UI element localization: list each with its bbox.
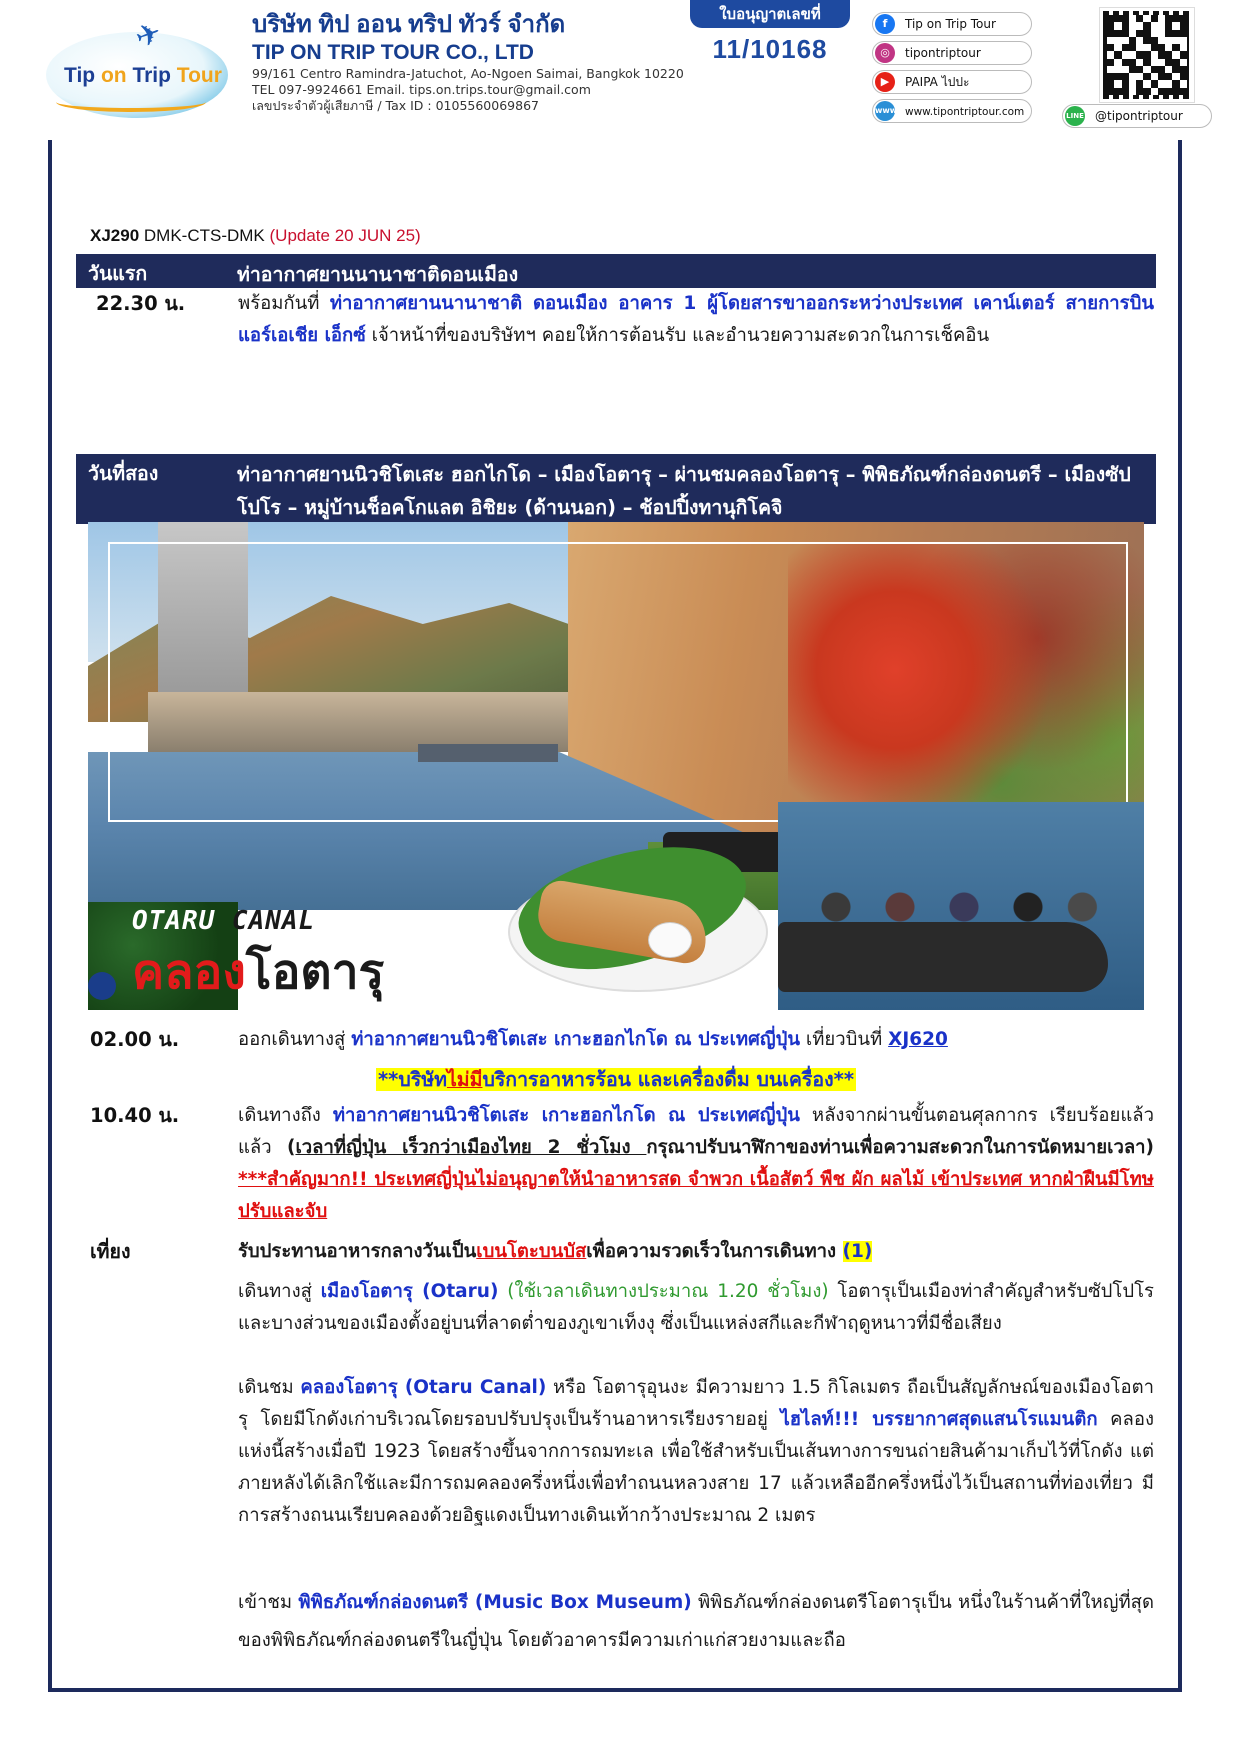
youtube-icon: ▶ (875, 72, 895, 92)
otaru-canal-photo (88, 522, 1144, 1010)
flight-update: (Update 20 JUN 25) (269, 226, 421, 245)
photo-frame-line (108, 542, 1128, 822)
photo-brand-mark (88, 972, 116, 1000)
otaru-text: เดินทางสู่ เมืองโอตารุ (Otaru) (ใช้เวลาเดินทางประมาณ 1.20 ชั่วโมง) โอตารุเป็นเมืองท่าสำคัญสำหรับซัปโปโร และบางส่วนของเมืองตั้งอยู่บนที่ลาดต่ำของภูเขาเท็งงุ ซึ่งเป็นแหล่งสกีและกีฬาฤดูหนาวที่มีชื่อเสียง (238, 1281, 1154, 1334)
facebook-icon: f (875, 14, 895, 34)
airplane-icon: ✈ (130, 14, 167, 57)
photo-canal-boat (778, 802, 1144, 1010)
otaru-row (76, 1276, 1166, 1376)
company-info (252, 10, 712, 114)
arrival-text: เดินทางถึง ท่าอากาศยานนิวชิโตเสะ เกาะฮอกไกโด ณ ประเทศญี่ปุ่น หลังจากผ่านขั้นตอนศุลกากร เรียบร้อยแล้ว แล้ว (เวลาที่ญี่ปุ่น เร็วกว่าเมืองไทย 2 ชั่วโมง กรุณาปรับนาฬิกาของท่านเพื่อความสะดวกในการนัดหมายเวลา) ***สำคัญมาก!! ประเทศญี่ปุ่นไม่อนุญาตให้นำอาหารสด จำพวก เนื้อสัตว์ พืช ผัก ผลไม้ เข้าประเทศ หากฝ่าฝืนมีโทษปรับและจับ (238, 1105, 1155, 1222)
day1-label: วันแรก (88, 262, 148, 285)
qr-code-pattern (1107, 15, 1187, 95)
social-website[interactable] (872, 99, 1032, 123)
canal-text: เดินชม คลองโอตารุ (Otaru Canal) หรือ โอตารุอุนงะ มีความยาว 1.5 กิโลเมตร ถือเป็นสัญลักษณ์ของเมืองโอตารุ โดยมีโกดังเก่าบริเวณโดยรอบปรับปรุงเป็นร้านอาหารเรียงรายอยู่ ไฮไลท์!!! บรรยากาศสุดแสนโรแมนติก คลองแห่งนี้สร้างเมื่อปี 1923 โดยสร้างขึ้นจากการถมทะเล เพื่อใช้สำหรับเป็นเส้นทางการขนถ่ายสินค้ามาเก็บไว้ที่โกดัง แต่ภายหลังได้เลิกใช้และมีการถมคลองครึ่งหนึ่งเพื่อทำถนนหลวงสาย 17 แล้วเหลืออีกครึ่งหนึ่งไว้เป็นสถานที่ท่องเที่ยว มีการสร้างถนนเรียบคลองด้วยอิฐแดงเป็นทางเดินเท้ากว้างประมาณ 2 เมตร (238, 1377, 1154, 1526)
photo-grilled-fish (498, 852, 778, 1002)
flight-number-link[interactable]: XJ620 (888, 1029, 948, 1050)
departure-text: ออกเดินทางสู่ ท่าอากาศยานนิวชิโตเสะ เกาะฮอกไกโด ณ ประเทศญี่ปุ่น เที่ยวบินที่ XJ620 (238, 1029, 948, 1050)
day1-item (76, 288, 1166, 388)
flight-code: XJ290 (90, 226, 140, 245)
social-line-label: @tipontriptour (1095, 109, 1183, 123)
website-icon: www (875, 101, 895, 121)
social-instagram-label: tipontriptour (905, 46, 981, 60)
departure-time: 02.00 น. (90, 1028, 180, 1051)
logo-swoosh (56, 92, 206, 112)
company-name-th: บริษัท ทิป ออน ทริป ทัวร์ จำกัด (252, 11, 566, 38)
departure-row (76, 1024, 1166, 1058)
no-meal-notice: **บริษัทไม่มีบริการอาหารร้อน และเครื่องดื่ม บนเครื่อง** (377, 1068, 855, 1091)
flight-route: DMK-CTS-DMK (139, 226, 270, 245)
otaru-canal-title-en: OTARU CANAL (132, 906, 316, 936)
lunch-row (76, 1236, 1166, 1270)
day1-item-time: 22.30 น. (96, 292, 186, 315)
museum-row (76, 1584, 1166, 1664)
day1-item-text: พร้อมกันที่ ท่าอากาศยานนานาชาติ ดอนเมือง อาคาร 1 ผู้โดยสารขาออกระหว่างประเทศ เคาน์เตอร์ สายการบินแอร์เอเชีย เอ็กซ์ เจ้าหน้าที่ของบริษัทฯ คอยให้การต้อนรับ และอำนวยความสะดวกในการเช็คอิน (238, 293, 1154, 346)
social-facebook[interactable] (872, 12, 1032, 36)
social-facebook-label: Tip on Trip Tour (905, 17, 996, 31)
social-links (872, 12, 1032, 128)
instagram-icon: ◎ (875, 43, 895, 63)
license-number: 11/10168 (712, 34, 828, 64)
line-icon: LINE (1065, 106, 1085, 126)
license-label: ใบอนุญาตเลขที่ (690, 0, 850, 28)
company-name-en: TIP ON TRIP TOUR CO., LTD (252, 41, 534, 64)
day2-header (76, 454, 1156, 524)
canal-row (76, 1372, 1166, 1568)
social-instagram[interactable] (872, 41, 1032, 65)
otaru-canal-title-th: คลองโอตารุ (132, 944, 385, 1000)
qr-code (1100, 8, 1194, 102)
social-website-label: www.tipontriptour.com (905, 106, 1025, 118)
day2-title: ท่าอากาศยานนิวชิโตเสะ ฮอกไกโด – เมืองโอตารุ – ผ่านชมคลองโอตารุ – พิพิธภัณฑ์กล่องดนตรี – เมืองซัปโปโร – หมู่บ้านช็อคโกแลต อิชิยะ (ด้านนอก) – ช้อปปิ้งทานุกิโคจิ (237, 463, 1131, 519)
company-address: 99/161 Centro Ramindra-Jatuchot, Ao-Ngoen Saimai, Bangkok 10220 (252, 66, 684, 81)
letterhead (0, 0, 1241, 140)
social-youtube[interactable] (872, 70, 1032, 94)
photo-radish (648, 922, 692, 958)
license-badge (690, 0, 850, 64)
lunch-text: รับประทานอาหารกลางวันเป็นเบนโตะบนบัสเพื่อความรวดเร็วในการเดินทาง (1) (238, 1241, 873, 1262)
company-tax-id: เลขประจำตัวผู้เสียภาษี / Tax ID : 0105560069867 (252, 98, 539, 113)
museum-text: เข้าชม พิพิธภัณฑ์กล่องดนตรี (Music Box Museum) พิพิธภัณฑ์กล่องดนตรีโอตารุเป็น หนึ่งในร้านค้าที่ใหญ่ที่สุดของพิพิธภัณฑ์กล่องดนตรีในญี่ปุ่น โดยตัวอาคารมีความเก่าแก่สวยงามและถือ (238, 1592, 1154, 1651)
lunch-time: เที่ยง (90, 1240, 131, 1263)
photo-boat-hull (778, 922, 1108, 992)
social-line[interactable] (1062, 104, 1212, 128)
day1-header (76, 254, 1156, 288)
flight-info (90, 226, 421, 246)
arrival-time: 10.40 น. (90, 1104, 180, 1127)
arrival-row (76, 1100, 1166, 1232)
company-logo (42, 14, 232, 124)
day1-title: ท่าอากาศยานนานาชาติดอนเมือง (237, 263, 519, 286)
logo-text: Tip on Trip Tour (64, 64, 222, 87)
social-youtube-label: PAIPA ไปปะ (905, 75, 970, 89)
company-contact: TEL 097-9924661 Email. tips.on.trips.tour@gmail.com (252, 82, 591, 97)
day2-label: วันที่สอง (88, 462, 159, 485)
